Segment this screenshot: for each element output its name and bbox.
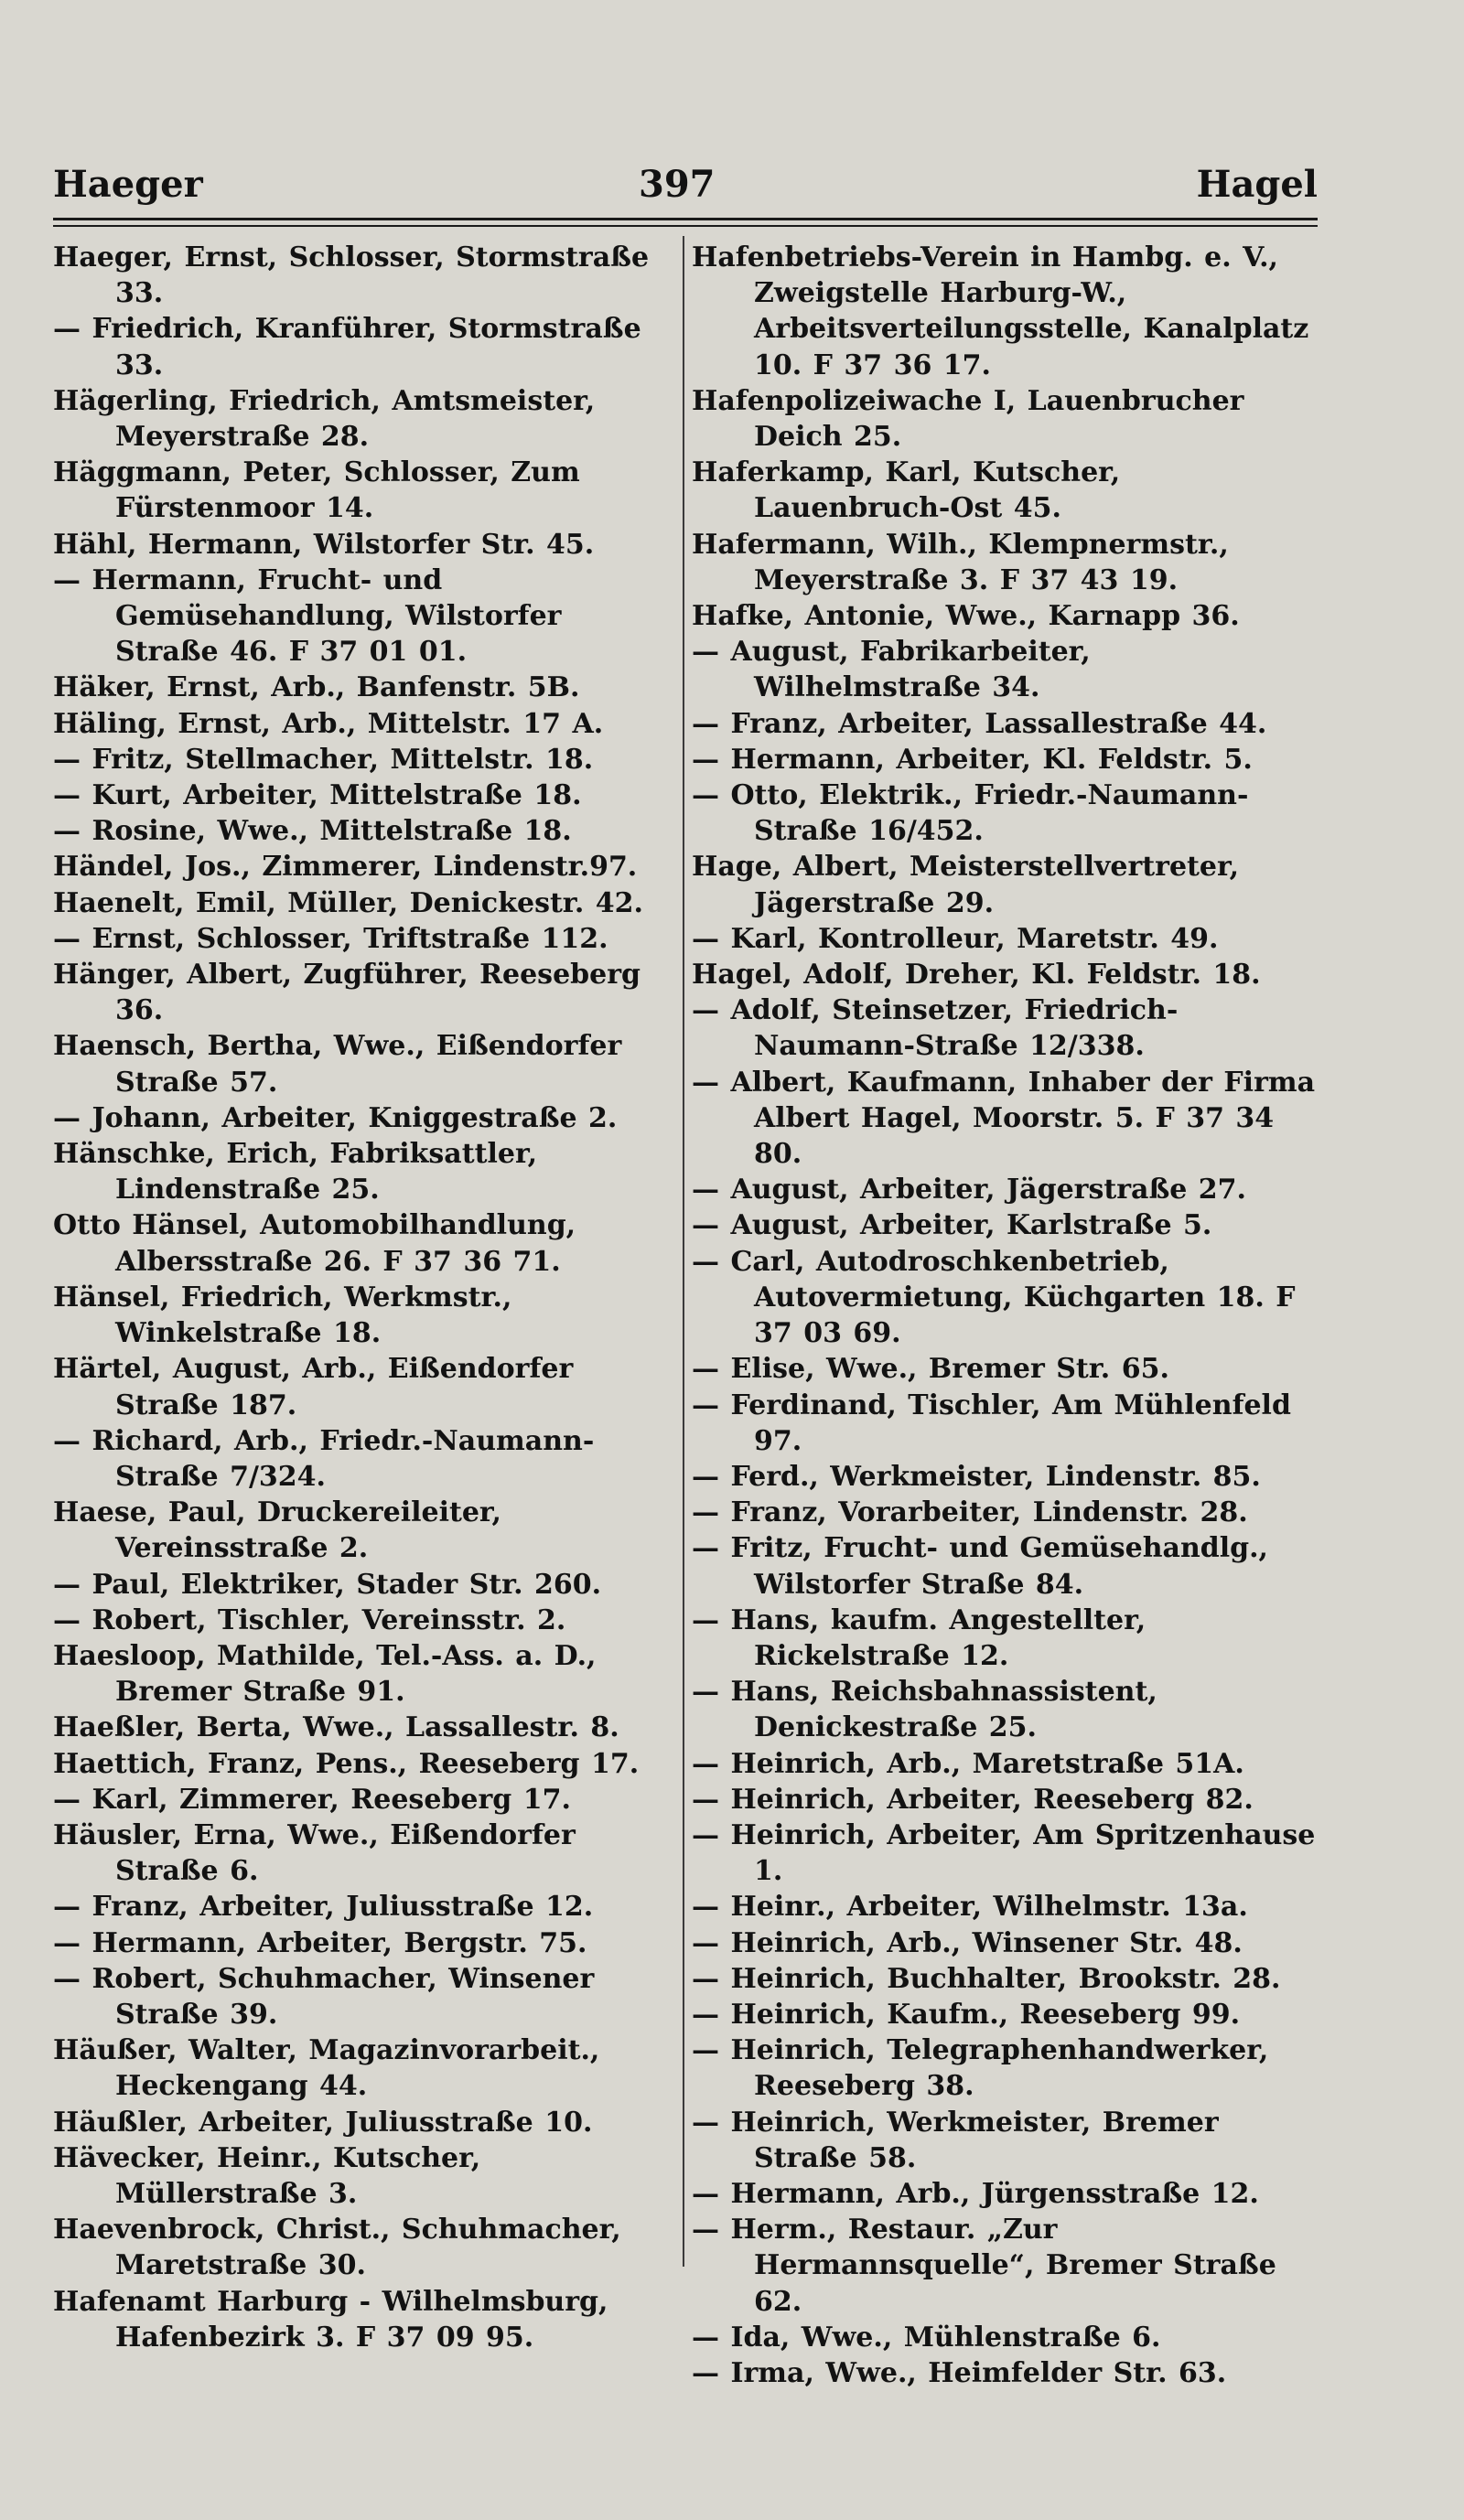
directory-entry: Haensch, Bertha, Wwe., Eißendorfer Straße 57. [53,1030,622,1099]
directory-entry: — Irma, Wwe., Heimfelder Str. 63. [692,2356,1227,2389]
directory-entry: — Heinrich, Arbeiter, Am Spritzenhause 1. [692,1818,1316,1888]
directory-entry: — Richard, Arb., Friedr.-Naumann-Straße 7/324. [53,1424,595,1493]
page-number: 397 [639,163,716,206]
header-rule-bottom [53,225,1318,227]
directory-entry: Hävecker, Heinr., Kutscher, Müllerstraße 3. [53,2141,481,2210]
directory-entry: — Franz, Vorarbeiter, Lindenstr. 28. [692,1496,1248,1529]
directory-entry: — Hans, Reichsbahnassistent, Denickestraße 25. [692,1676,1157,1744]
directory-entry: — Fritz, Stellmacher, Mittelstr. 18. [53,743,594,776]
directory-entry: — Friedrich, Kranführer, Stormstraße 33. [53,313,641,381]
directory-entry: — Heinrich, Buchhalter, Brookstr. 28. [692,1962,1281,1995]
directory-entry: Haettich, Franz, Pens., Reeseberg 17. [53,1747,640,1780]
directory-entry: Hägerling, Friedrich, Amtsmeister, Meyerstraße 28. [53,384,596,454]
header-right-keyword: Hagel [1196,163,1318,206]
directory-entry: Haferkamp, Karl, Kutscher, Lauenbruch-Ost 45. [692,456,1121,525]
directory-entry: Haeßler, Berta, Wwe., Lassallestr. 8. [53,1711,619,1744]
directory-entry: Haese, Paul, Druckereileiter, Vereinsstraße 2. [53,1496,501,1565]
directory-entry: — Ernst, Schlosser, Triftstraße 112. [53,922,608,955]
directory-entry: — Heinrich, Werkmeister, Bremer Straße 58. [692,2106,1219,2174]
left-column [53,240,672,2355]
header-left-keyword: Haeger [53,163,203,206]
directory-entry: — Ferdinand, Tischler, Am Mühlenfeld 97. [692,1389,1291,1457]
directory-entry: — Herm., Restaur. „Zur Hermannsquelle“, Bremer Straße 62. [692,2214,1276,2318]
directory-entry: Hafenpolizeiwache I, Lauenbrucher Deich 25. [692,384,1244,454]
directory-entry: — Hermann, Frucht- und Gemüsehandlung, Wilstorfer Straße 46. F 37 01 01. [53,563,562,669]
directory-entry: — Hermann, Arbeiter, Bergstr. 75. [53,1926,587,1959]
directory-entry: — Albert, Kaufmann, Inhaber der Firma Albert Hagel, Moorstr. 5. F 37 34 80. [692,1066,1316,1171]
directory-entry: Häusler, Erna, Wwe., Eißendorfer Straße 6. [53,1818,576,1888]
directory-entry: — August, Arbeiter, Karlstraße 5. [692,1209,1212,1242]
directory-entry: — Heinrich, Kaufm., Reeseberg 99. [692,1998,1241,2031]
directory-entry: Häußler, Arbeiter, Juliusstraße 10. [53,2106,593,2139]
directory-entry: Hänger, Albert, Zugführer, Reeseberg 36. [53,959,641,1027]
directory-entry: Häußer, Walter, Magazinvorarbeit., Heckengang 44. [53,2034,600,2103]
directory-entry: — Fritz, Frucht- und Gemüsehandlg., Wilstorfer Straße 84. [692,1532,1269,1601]
directory-entry: Haeger, Ernst, Schlosser, Stormstraße 33. [53,241,650,310]
directory-entry: Haesloop, Mathilde, Tel.-Ass. a. D., Bremer Straße 91. [53,1639,597,1709]
directory-entry: Härtel, August, Arb., Eißendorfer Straße 187. [53,1353,574,1421]
directory-entry: — Elise, Wwe., Bremer Str. 65. [692,1353,1169,1386]
directory-entry: — Paul, Elektriker, Stader Str. 260. [53,1568,602,1601]
directory-entry: Hafenamt Harburg - Wilhelmsburg, Hafenbezirk 3. F 37 09 95. [53,2285,608,2354]
directory-entry: Hage, Albert, Meisterstellvertreter, Jägerstraße 29. [692,851,1240,919]
directory-entry: Hagel, Adolf, Dreher, Kl. Feldstr. 18. [692,959,1261,992]
directory-entry: — Johann, Arbeiter, Kniggestraße 2. [53,1101,618,1134]
directory-entry: Hafke, Antonie, Wwe., Karnapp 36. [692,600,1240,633]
page-header [53,163,1318,212]
directory-entry: Haevenbrock, Christ., Schuhmacher, Maretstraße 30. [53,2214,621,2282]
directory-entry: — Heinrich, Arb., Maretstraße 51A. [692,1747,1244,1780]
directory-entry: — Ferd., Werkmeister, Lindenstr. 85. [692,1460,1261,1493]
directory-entry: Häker, Ernst, Arb., Banfenstr. 5B. [53,671,580,704]
directory-entry: Otto Hänsel, Automobilhandlung, Albersstraße 26. F 37 36 71. [53,1209,576,1278]
directory-entry: Hänschke, Erich, Fabriksattler, Lindenstraße 25. [53,1138,538,1206]
directory-entry: — Karl, Zimmerer, Reeseberg 17. [53,1783,571,1816]
directory-entry: — Heinrich, Arb., Winsener Str. 48. [692,1926,1243,1959]
directory-entry: — Robert, Schuhmacher, Winsener Straße 39. [53,1962,595,2031]
directory-entry: Haenelt, Emil, Müller, Denickestr. 42. [53,886,643,919]
directory-entry: — Adolf, Steinsetzer, Friedrich-Naumann-Straße 12/338. [692,994,1179,1063]
directory-entry: — Heinrich, Telegraphenhandwerker, Reeseberg 38. [692,2034,1269,2103]
directory-entry: Hafermann, Wilh., Klempnermstr., Meyerstraße 3. F 37 43 19. [692,528,1229,596]
directory-entry: — August, Arbeiter, Jägerstraße 27. [692,1174,1246,1206]
directory-entry: — Karl, Kontrolleur, Maretstr. 49. [692,922,1219,955]
directory-entry: Händel, Jos., Zimmerer, Lindenstr.97. [53,851,638,884]
column-divider [683,236,684,2267]
directory-entry: — Carl, Autodroschkenbetrieb, Autovermietung, Küchgarten 18. F 37 03 69. [692,1245,1296,1350]
directory-entry: Häling, Ernst, Arb., Mittelstr. 17 A. [53,707,604,740]
directory-entry: — Rosine, Wwe., Mittelstraße 18. [53,815,572,848]
directory-entry: Hafenbetriebs-Verein in Hambg. e. V., Zweigstelle Harburg-W., Arbeitsverteilungsstelle, Kanalplatz 10. F 37 36 17. [692,241,1309,381]
directory-entry: — Hans, kaufm. Angestellter, Rickelstraße 12. [692,1603,1146,1672]
directory-entry: — August, Fabrikarbeiter, Wilhelmstraße 34. [692,636,1091,704]
right-column [692,240,1323,2391]
directory-entry: — Ida, Wwe., Mühlenstraße 6. [692,2321,1161,2354]
directory-entry: — Hermann, Arb., Jürgensstraße 12. [692,2177,1259,2210]
directory-entry: — Heinrich, Arbeiter, Reeseberg 82. [692,1783,1254,1816]
directory-entry: — Franz, Arbeiter, Lassallestraße 44. [692,707,1267,740]
directory-entry: — Robert, Tischler, Vereinsstr. 2. [53,1603,566,1636]
header-rule-top [53,218,1318,220]
directory-entry: Hänsel, Friedrich, Werkmstr., Winkelstraße 18. [53,1281,512,1350]
directory-entry: — Franz, Arbeiter, Juliusstraße 12. [53,1891,594,1924]
directory-entry: — Heinr., Arbeiter, Wilhelmstr. 13a. [692,1891,1248,1924]
directory-entry: Häggmann, Peter, Schlosser, Zum Fürstenmoor 14. [53,456,580,525]
directory-entry: — Hermann, Arbeiter, Kl. Feldstr. 5. [692,743,1253,776]
directory-entry: — Kurt, Arbeiter, Mittelstraße 18. [53,779,582,812]
directory-entry: Hähl, Hermann, Wilstorfer Str. 45. [53,528,595,561]
directory-entry: — Otto, Elektrik., Friedr.-Naumann-Straße 16/452. [692,779,1249,848]
